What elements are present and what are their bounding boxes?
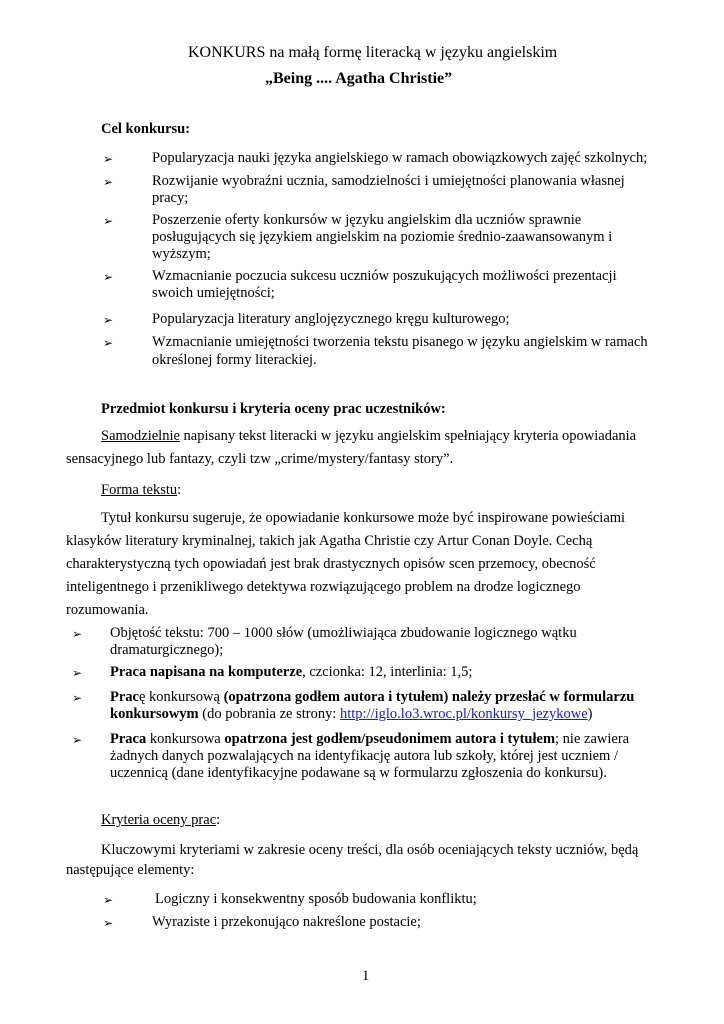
arrow-bullet-icon: ➢ [103,175,114,189]
goal-item: Wzmacnianie umiejętności tworzenia tekstu pisanego w języku angielskim w ramach [152,334,648,350]
form-heading [101,482,181,499]
criteria-intro-continued: następujące elementy: [66,862,195,878]
goal-item-continued: wyższym; [152,246,211,262]
bullet-text: (do pobrania ze strony: [198,706,340,722]
form-bullet-continued: uczennicą (dane identyfikacyjne podawane są w formularzu zgłoszenia do konkursu). [110,765,607,781]
form-bullet-continued: żadnych danych pozwalających na identyfikację autora lub szkoły, której jest uczniem / [110,748,618,764]
criteria-heading [101,812,220,829]
criteria-heading-label: Kryteria oceny prac [101,812,217,828]
arrow-bullet-icon: ➢ [72,691,83,705]
samodzielnie-word: Samodzielnie [101,428,180,444]
bold-text: konkursowym [110,706,199,722]
arrow-bullet-icon: ➢ [103,313,114,327]
bold-text: (opatrzona godłem autora i tytułem) należy przesłać w formularzu [223,689,635,705]
goal-item-continued: swoich umiejętności; [152,285,275,301]
form-paragraph-line: rozumowania. [66,602,149,618]
page-number: 1 [362,968,370,984]
arrow-bullet-icon: ➢ [103,214,114,228]
form-bullet [110,731,629,748]
form-bullet [110,689,634,706]
criteria-item: Logiczny i konsekwentny sposób budowania konfliktu; [155,891,477,907]
arrow-bullet-icon: ➢ [103,152,114,166]
bullet-text: konkursowa [146,731,225,747]
arrow-bullet-icon: ➢ [103,893,114,907]
form-bullet-continued: dramaturgicznego); [110,642,224,658]
form-bullet [110,664,472,681]
criteria-item: Wyraziste i przekonująco nakreślone postacie; [152,914,421,930]
document-title: KONKURS na małą formę literacką w języku angielskim [188,44,558,61]
bold-text: Prac [110,689,139,705]
goal-item: Poszerzenie oferty konkursów w języku angielskim dla uczniów sprawnie [152,212,582,228]
goal-item-continued: posługujących się językiem angielskim na poziomie średnio-zaawansowanym i [152,229,613,245]
arrow-bullet-icon: ➢ [103,270,114,284]
bold-text: Praca napisana na komputerze [110,664,303,680]
form-paragraph-line: klasyków literatury kryminalnej, takich jak Agatha Christie czy Artur Conan Doyle. Cechą [66,533,593,549]
form-paragraph-line: charakterystyczną tych opowiadań jest brak drastycznych opisów scen przemocy, obecność [66,556,596,572]
document-subtitle: „Being .... Agatha Christie” [265,70,453,87]
form-bullet-continued [110,706,593,723]
goals-heading: Cel konkursu: [101,121,191,137]
form-bullet: Objętość tekstu: 700 – 1000 słów (umożliwiająca zbudowanie logicznego wątku [110,625,577,641]
subject-paragraph-1-line2: sensacyjnego lub fantazy, czyli tzw „crime/mystery/fantasy story”. [66,451,454,467]
bullet-text: , czcionka: 12, interlinia: 1,5; [302,664,473,680]
goal-item: Popularyzacja nauki języka angielskiego w ramach obowiązkowych zajęć szkolnych; [152,150,648,166]
bullet-text: ) [587,706,593,722]
form-paragraph-line: Tytuł konkursu sugeruje, że opowiadanie konkursowe może być inspirowane powieściami [101,510,626,526]
arrow-bullet-icon: ➢ [72,666,83,680]
subject-heading: Przedmiot konkursu i kryteria oceny prac uczestników: [101,401,446,417]
goal-item: Rozwijanie wyobraźni ucznia, samodzielności i umiejętności planowania własnej [152,173,625,189]
criteria-heading-colon: : [216,812,221,828]
goal-item: Wzmacnianie poczucia sukcesu uczniów poszukujących możliwości prezentacji [152,268,617,284]
subject-paragraph-1 [101,428,636,445]
arrow-bullet-icon: ➢ [72,627,83,641]
goal-item-continued: określonej formy literackiej. [152,352,317,368]
subject-paragraph-1-text: napisany tekst literacki w języku angielskim spełniający kryteria opowiadania [179,428,637,444]
form-heading-colon: : [177,482,182,498]
arrow-bullet-icon: ➢ [103,916,114,930]
criteria-intro: Kluczowymi kryteriami w zakresie oceny treści, dla osób oceniających teksty uczniów, będą [101,842,639,858]
form-download-link[interactable]: http://iglo.lo3.wroc.pl/konkursy_jezykowe [339,706,588,722]
bullet-text: ; nie zawiera [555,731,630,747]
bullet-text: ę konkursową [138,689,224,705]
arrow-bullet-icon: ➢ [72,733,83,747]
goal-item: Popularyzacja literatury anglojęzycznego kręgu kulturowego; [152,311,510,327]
bold-text: opatrzona jest godłem/pseudonimem autora i tytułem [224,731,556,747]
arrow-bullet-icon: ➢ [103,336,114,350]
bold-text: Praca [110,731,147,747]
form-heading-label: Forma tekstu [101,482,178,498]
form-paragraph-line: inteligentnego i przenikliwego detektywa rozwiązującego problem na drodze logicznego [66,579,581,595]
goal-item-continued: pracy; [152,190,189,206]
